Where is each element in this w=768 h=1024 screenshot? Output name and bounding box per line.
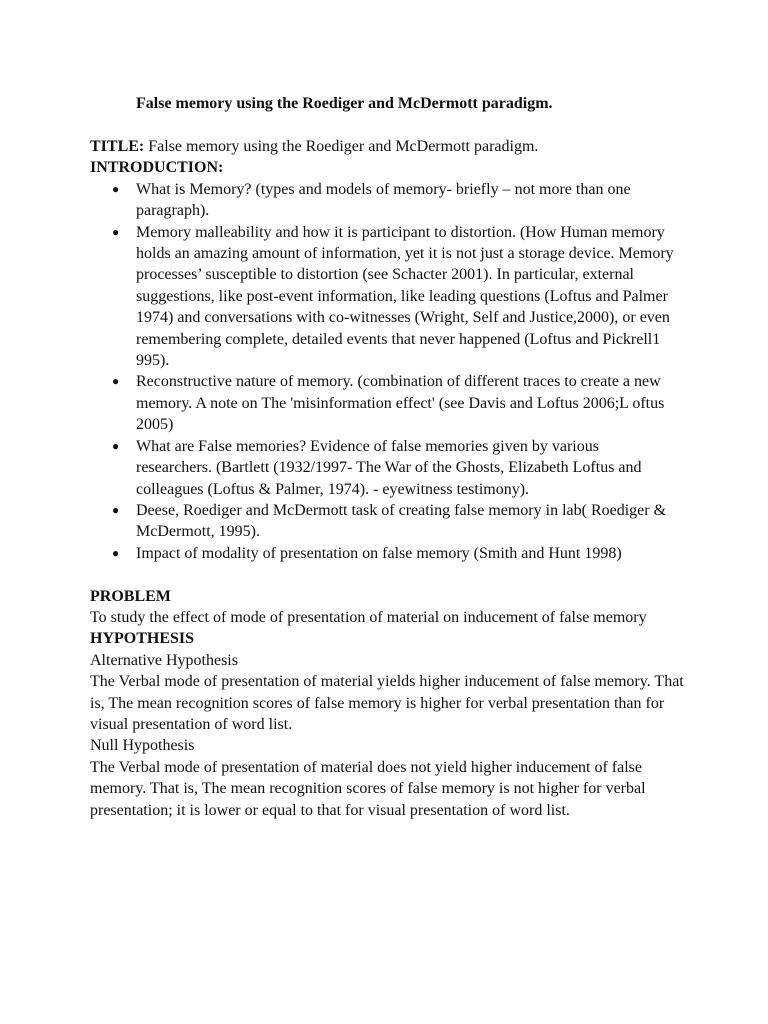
problem-heading: PROBLEM xyxy=(90,587,171,605)
bullet-icon: ● xyxy=(112,181,120,196)
list-item xyxy=(90,222,676,372)
list-item-text: Deese, Roediger and McDermott task of creating false memory in lab( Roediger & McDermott, 1995). xyxy=(136,501,667,541)
bullet-icon: ● xyxy=(112,374,120,389)
title-label: TITLE: xyxy=(90,138,145,155)
bullet-icon: ● xyxy=(112,545,120,560)
list-item xyxy=(90,179,676,222)
list-item xyxy=(90,371,676,435)
list-item-text: Reconstructive nature of memory. (combination of different traces to create a new memory. A note on The 'misinformation effect' (see Davis and Loftus 2006;L oftus 2005) xyxy=(136,373,665,434)
introduction-list xyxy=(90,179,690,564)
list-item xyxy=(90,436,676,500)
list-item-text: What are False memories? Evidence of false memories given by various researchers. (Bartlett (1932/1997- The War of the Ghosts, Elizabeth Loftus and colleagues (Loftus & Palmer, 1974). - eyewitness testimony). xyxy=(136,437,642,498)
document-heading: False memory using the Roediger and McDermott paradigm. xyxy=(136,95,553,112)
bullet-icon: ● xyxy=(112,224,120,239)
list-item xyxy=(90,500,676,543)
document-body xyxy=(90,136,690,821)
bullet-icon: ● xyxy=(112,438,120,453)
list-item-text: Memory malleability and how it is participant to distortion. (How Human memory holds an amazing amount of information, yet it is not just a storage device. Memory processes’ susceptible to distortion (see Schacter 2001). In particular, external suggestions, like post-event information, like leading questions (Loftus and Palmer 1974) and conversations with co-witnesses (Wright, Self and Justice,2000), or even remembering complete, detailed events that never happened (Loftus and Pickrell1 995). xyxy=(136,223,674,370)
bullet-icon: ● xyxy=(112,502,120,517)
hypothesis-heading: HYPOTHESIS xyxy=(90,630,195,648)
list-item-text: What is Memory? (types and models of memory- briefly – not more than one paragraph). xyxy=(136,180,631,220)
title-line xyxy=(90,136,690,157)
alternative-hypothesis-text: The Verbal mode of presentation of material yields higher inducement of false memory. That is, The mean recognition scores of false memory is higher for verbal presentation than for visual presentation of word list. xyxy=(90,673,684,733)
null-hypothesis-heading: Null Hypothesis xyxy=(90,737,195,755)
problem-text: To study the effect of mode of presentation of material on inducement of false memory xyxy=(90,608,647,626)
title-text: False memory using the Roediger and McDermott paradigm. xyxy=(144,138,539,155)
alternative-hypothesis-heading: Alternative Hypothesis xyxy=(90,651,238,669)
null-hypothesis-text: The Verbal mode of presentation of material does not yield higher inducement of false memory. That is, The mean recognition scores of false memory is not higher for verbal presentation; it is lower or equal to that for visual presentation of word list. xyxy=(90,758,646,819)
introduction-heading: INTRODUCTION: xyxy=(90,159,224,177)
section-spacer xyxy=(90,564,690,585)
list-item-text: Impact of modality of presentation on false memory (Smith and Hunt 1998) xyxy=(136,544,622,562)
list-item xyxy=(90,543,676,564)
